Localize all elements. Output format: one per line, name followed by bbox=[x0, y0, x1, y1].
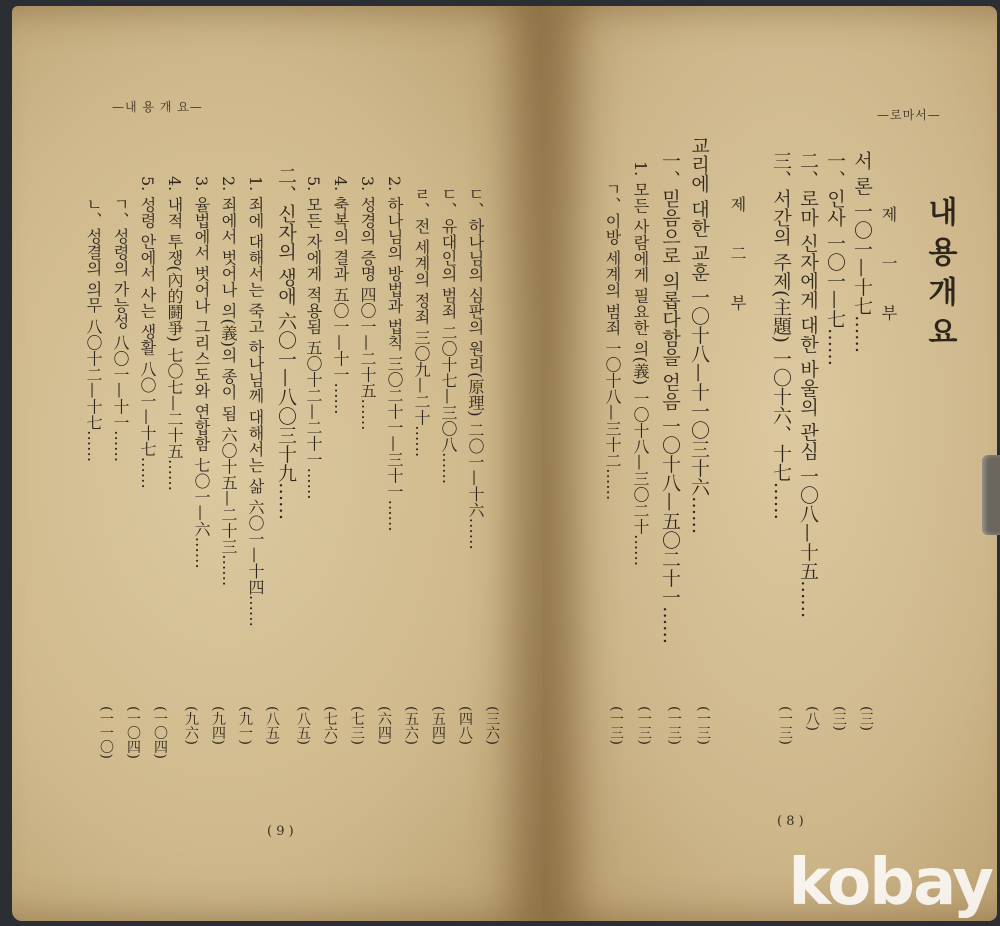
open-book bbox=[12, 6, 997, 921]
toc-ref-c10: (九一) bbox=[237, 706, 253, 745]
toc-entry-c9: 1. 죄에 대해서는 죽고 하나님께 대해서는 삶 六〇一—十四…… bbox=[246, 176, 265, 627]
toc-ref-c7: (七六) bbox=[322, 706, 338, 745]
running-head-right: —로마서— bbox=[877, 108, 941, 122]
toc-entry-c14: ㄱ、성령의 가능성 八〇一—十一…… bbox=[111, 196, 130, 463]
toc-entry-r9: 1. 모든 사람에게 필요한 의(義) 一〇十八—三〇二十…… bbox=[631, 161, 650, 567]
toc-ref-c2: (四八) bbox=[457, 706, 473, 745]
toc-ref-c11: (九四) bbox=[210, 706, 226, 745]
toc-entry-c7: 5. 모든 자에게 적용됨 五〇十二—二十一…… bbox=[304, 176, 323, 500]
toc-entry-c12: 4. 내적 투쟁(內的鬪爭) 七〇七—二十五…… bbox=[165, 176, 184, 492]
toc-entry-c15: ㄴ、성결의 의무 八〇十二—十七…… bbox=[84, 196, 103, 463]
toc-entry-c4: 2. 하나님의 방법과 법칙 三〇二十一—三十一…… bbox=[385, 176, 404, 532]
toc-ref-c3: (五四) bbox=[430, 706, 446, 745]
toc-ref-c14: (一〇四) bbox=[125, 706, 141, 759]
toc-entry-c5: 3. 성경의 증명 四〇一—二十五…… bbox=[358, 176, 377, 431]
toc-ref-c6: (七三) bbox=[349, 706, 365, 745]
toc-section-c8: 二、신자의 생애 六〇一—八〇三十九…… bbox=[275, 166, 297, 521]
toc-ref-r10: (一三) bbox=[608, 706, 624, 745]
toc-ref-r8: (一三) bbox=[666, 706, 682, 745]
toc-entry-c13: 5. 성령 안에서 사는 생활 八〇一—十七…… bbox=[138, 176, 157, 489]
watermark-logo: kobay bbox=[788, 846, 992, 920]
toc-ref-c13: (一〇四) bbox=[152, 706, 168, 759]
toc-ref-r3: (三) bbox=[831, 706, 847, 731]
toc-entry-c3: ㄹ、전 세계의 정죄 三〇九—二十…… bbox=[412, 186, 431, 458]
part-heading-2: 제 二 부 bbox=[728, 196, 747, 325]
toc-ref-c12: (九六) bbox=[183, 706, 199, 745]
toc-ref-c4: (五六) bbox=[403, 706, 419, 745]
toc-entry-r8: 一、믿음으로 의롭다함을 얻음 一〇十八—五〇二十一…… bbox=[659, 151, 681, 645]
page-number-left: ( 9 ) bbox=[267, 824, 294, 839]
toc-entry-c10: 2. 죄에서 벗어나 의(義)의 종이 됨 六〇十五—二十三…… bbox=[219, 176, 238, 587]
toc-ref-r7: (一三) bbox=[695, 706, 711, 745]
toc-ref-r4: (八) bbox=[804, 706, 820, 731]
page-number-right: ( 8 ) bbox=[777, 814, 804, 829]
toc-entry-c6: 4. 축복의 결과 五〇一—十一…… bbox=[331, 176, 350, 415]
toc-ref-r2: (三) bbox=[858, 706, 874, 731]
toc-entry-r7: 교리에 대한 교훈 一〇十八—十一〇三十六…… bbox=[688, 136, 710, 535]
toc-ref-c1: (三六) bbox=[484, 706, 500, 745]
left-page bbox=[12, 6, 542, 921]
part-heading-1: 제 一 부 bbox=[879, 206, 898, 335]
toc-entry-c11: 3. 율법에서 벗어나 그리스도와 연합함 七〇一—六…… bbox=[192, 176, 211, 569]
toc-entry-r2: 서 론 一〇一—十七…… bbox=[851, 151, 873, 354]
toc-entry-c1: ㄷ、하나님의 심판의 원리(原理) 二〇一—十六…… bbox=[466, 186, 485, 550]
toc-entry-r5: 三、서간의 주제(主題) 一〇十六、十七…… bbox=[770, 151, 792, 520]
toc-ref-r5: (一三) bbox=[777, 706, 793, 745]
metal-clip bbox=[982, 455, 1000, 535]
toc-ref-c8: (八五) bbox=[295, 706, 311, 745]
toc-entry-r10: ㄱ、이방 세계의 범죄 一〇十八—三十二…… bbox=[603, 181, 622, 501]
toc-ref-c9: (八五) bbox=[264, 706, 280, 745]
toc-entry-r4: 二、로마 신자에게 대한 바울의 관심 一〇八—十五…… bbox=[797, 151, 819, 619]
toc-ref-r9: (一三) bbox=[636, 706, 652, 745]
right-page bbox=[542, 6, 997, 921]
running-head-left: —내 용 개 요— bbox=[112, 100, 203, 114]
page-title: 내용개요 bbox=[922, 196, 957, 356]
toc-entry-r3: 一、인사 一〇一—七…… bbox=[824, 151, 846, 367]
toc-entry-c2: ㄷ、유대인의 범죄 二〇十七—三〇八…… bbox=[439, 186, 458, 485]
toc-ref-c5: (六四) bbox=[376, 706, 392, 745]
toc-ref-c15: (一一〇) bbox=[98, 706, 114, 759]
